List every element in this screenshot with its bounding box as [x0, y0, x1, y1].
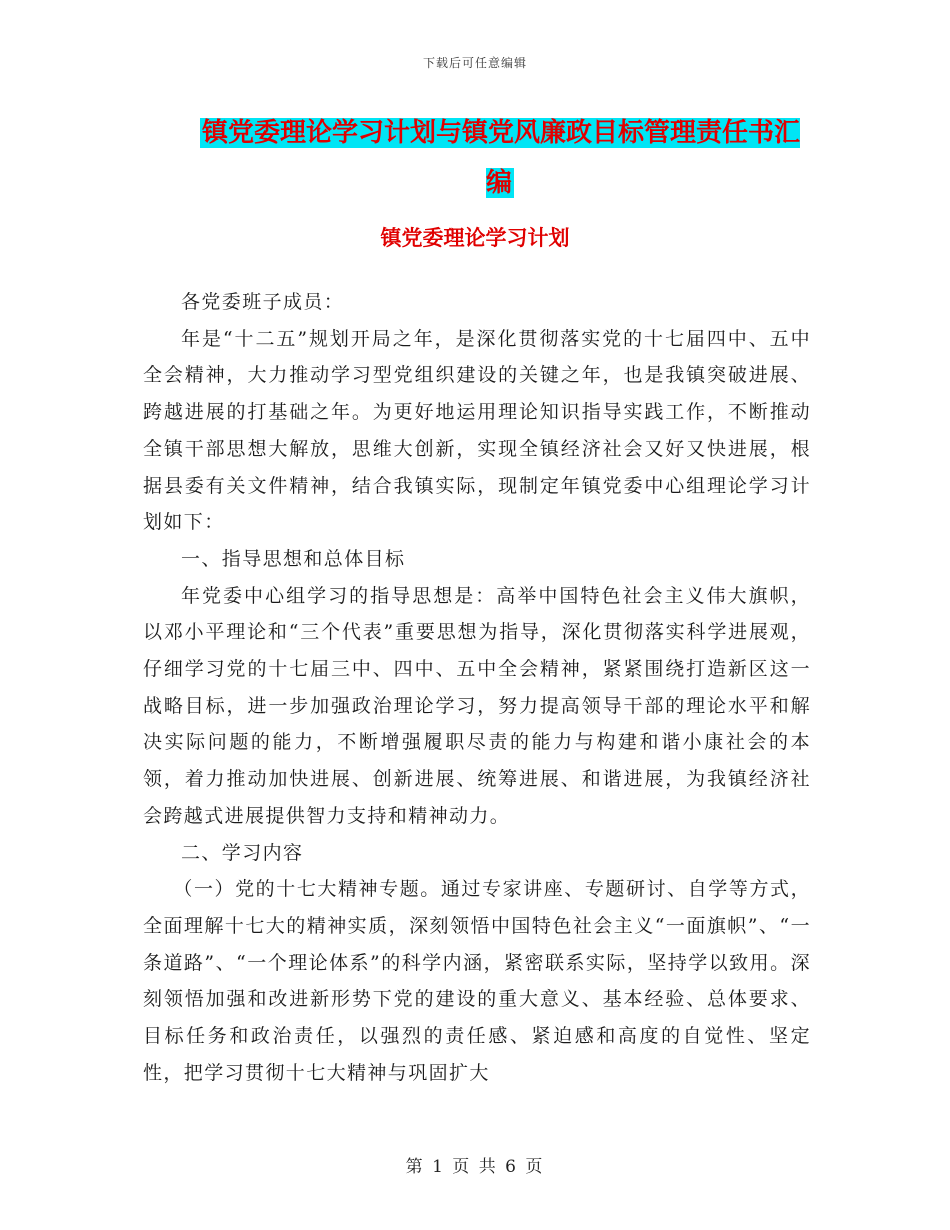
heading-study-content: 二、学习内容 — [181, 841, 304, 864]
header-note: 下载后可任意编辑 — [422, 56, 527, 70]
intro-paragraph: 年是“十二五”规划开局之年，是深化贯彻落实党的十七届四中、五中全会精神，大力推动学习型党组织建设的关键之年，也是我镇突破进展、跨越进展的打基础之年。为更好地运用理论知识指导实践工作，不断推动全镇干部思想大解放，思维大创新，实现全镇经济社会又好又快进展，根据县委有关文件精神，结合我镇实际，现制定年镇党委中心组理论学习计划如下： — [143, 327, 811, 534]
salutation-paragraph: 各党委班子成员： — [181, 291, 345, 313]
document-title — [190, 108, 810, 208]
guiding-ideology-paragraph: 年党委中心组学习的指导思想是：高举中国特色社会主义伟大旗帜，以邓小平理论和“三个代表”重要思想为指导，深化贯彻落实科学进展观，仔细学习党的十七届三中、四中、五中全会精神，紧紧围绕打造新区这一战略目标，进一步加强政治理论学习，努力提高领导干部的理论水平和解决实际问题的能力，不断增强履职尽责的能力与构建和谐小康社会的本领，着力推动加快进展、创新进展、统筹进展、和谐进展，为我镇经济社会跨越式进展提供智力支持和精神动力。 — [143, 584, 811, 827]
document-title-text: 镇党委理论学习计划与镇党风廉政目标管理责任书汇编 — [201, 118, 800, 198]
document-body — [143, 284, 811, 1091]
heading-guiding-ideology: 一、指导思想和总体目标 — [181, 547, 406, 570]
study-content-paragraph: （一）党的十七大精神专题。通过专家讲座、专题研讨、自学等方式，全面理解十七大的精神实质，深刻领悟中国特色社会主义“一面旗帜”、“一条道路”、“一个理论体系”的科学内涵，紧密联系实际，坚持学以致用。深刻领悟加强和改进新形势下党的建设的重大意义、基本经验、总体要求、目标任务和政治责任，以强烈的责任感、紧迫感和高度的自觉性、坚定性，把学习贯彻十七大精神与巩固扩大 — [143, 878, 811, 1084]
section-title: 镇党委理论学习计划 — [380, 226, 570, 250]
page-footer: 第 1 页 共 6 页 — [405, 1157, 545, 1177]
